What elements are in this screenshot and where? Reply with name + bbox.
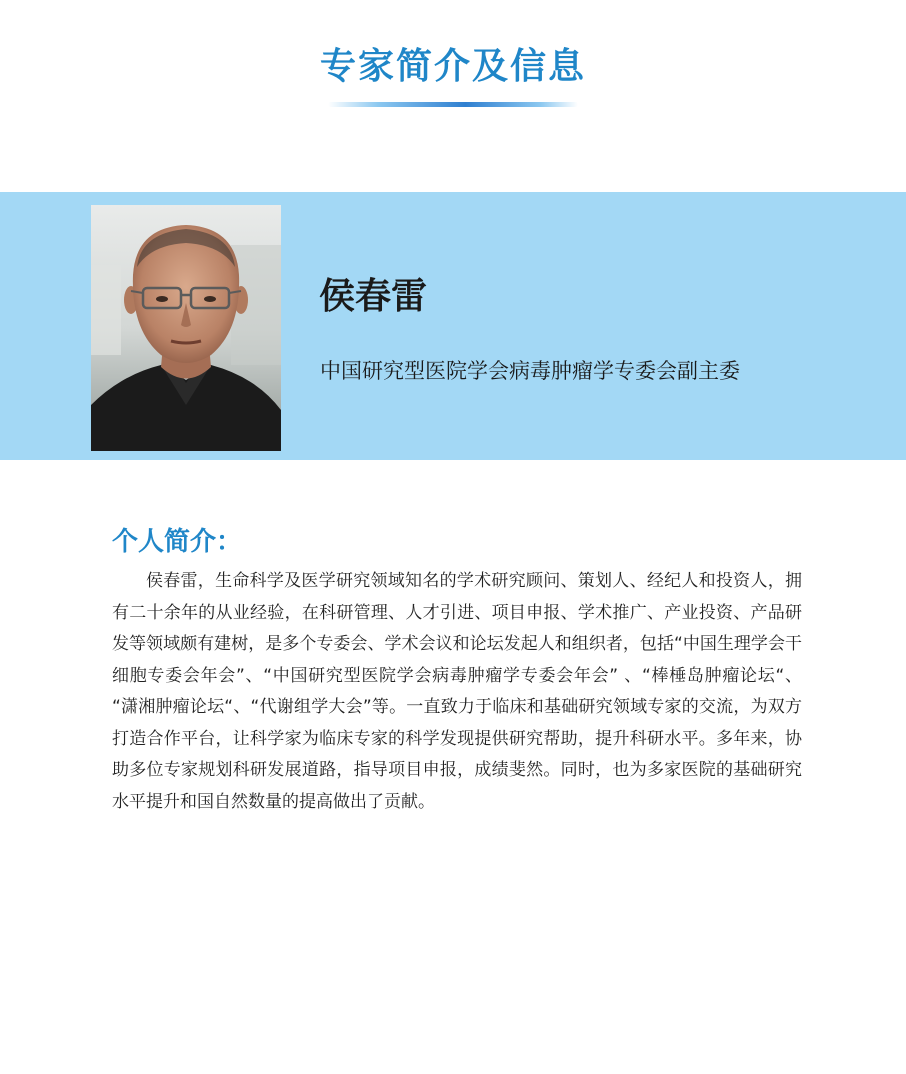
portrait-illustration xyxy=(91,205,281,451)
page-title: 专家简介及信息 xyxy=(319,45,586,87)
portrait-photo xyxy=(91,205,281,451)
profile-banner xyxy=(0,192,906,460)
expert-name: 侯春雷 xyxy=(319,276,428,317)
bio-heading: 个人简介： xyxy=(112,527,243,557)
expert-position: 中国研究型医院学会病毒肿瘤学专委会副主委 xyxy=(320,359,740,383)
bio-text: 侯春雷，生命科学及医学研究领域知名的学术研究顾问、策划人、经纪人和投资人，拥有二十余年的从业经验，在科研管理、人才引进、项目申报、学术推广、产业投资、产品研发等领域颇有建树，是多个专委会、学术会议和论坛发起人和组织者，包括“中国生理学会干细胞专委会年会”、“中国研究型医院学会病毒肿瘤学专委会年会” 、“棒棰岛肿瘤论坛“、 “潇湘肿瘤论坛“、“代谢组学大会”等。一直致力于临床和基础研究领域专家的交流，为双方打造合作平台，让科学家为临床专家的科学发现提供研究帮助，提升科研水平。多年来，协助多位专家规划科研发展道路，指导项目申报，成绩斐然。同时，也为多家医院的基础研究水平提升和国自然数量的提高做出了贡献。 xyxy=(112,571,802,812)
title-underline xyxy=(328,102,578,107)
